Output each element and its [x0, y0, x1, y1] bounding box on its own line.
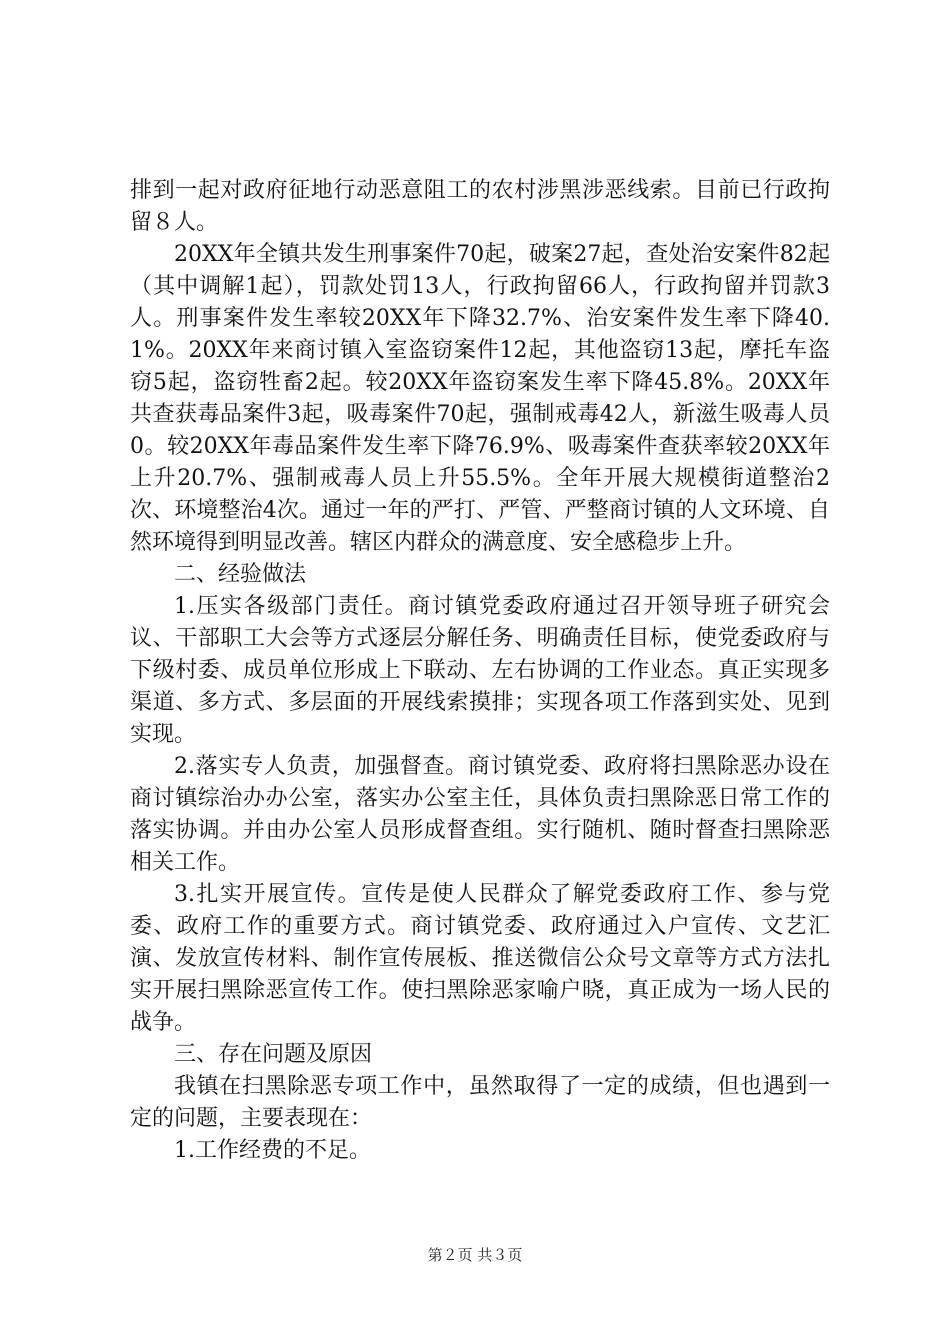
section-heading-problems: 三、存在问题及原因	[174, 1042, 373, 1067]
paragraph-9: 1.工作经费的不足。	[174, 1138, 371, 1163]
section-heading-experience: 二、经验做法	[174, 562, 307, 587]
paragraph-4: 1.压实各级部门责任。商讨镇党委政府通过召开领导班子研究会议、干部职工大会等方式逐层分解任务、明确责任目标，使党委政府与下级村委、成员单位形成上下联动、左右协调的工作业态。真正实现多渠道、多方式、多层面的开展线索摸排；实现各项工作落到实处、见到实现。	[130, 594, 830, 747]
paragraph-5: 2.落实专人负责，加强督查。商讨镇党委、政府将扫黑除恶办设在商讨镇综治办办公室，落实办公室主任，具体负责扫黑除恶日常工作的落实协调。并由办公室人员形成督查组。实行随机、随时督查扫黑除恶相关工作。	[130, 754, 830, 875]
paragraph-1: 排到一起对政府征地行动恶意阻工的农村涉黑涉恶线索。目前已行政拘留８人。	[130, 178, 830, 235]
document-body	[130, 175, 830, 1167]
page-footer: 第２页 共３页	[427, 1246, 523, 1264]
paragraph-2: 20XX年全镇共发生刑事案件70起，破案27起，查处治安案件82起（其中调解1起），罚款处罚13人，行政拘留66人，行政拘留并罚款3人。刑事案件发生率较20XX年下降32.7%、治安案件发生率下降40.1%。20XX年来商讨镇入室盗窃案件12起，其他盗窃13起，摩托车盗窃5起，盗窃牲畜2起。较20XX年盗窃案发生率下降45.8%。20XX年共查获毒品案件3起，吸毒案件70起，强制戒毒42人，新滋生吸毒人员0。较20XX年毒品案件发生率下降76.9%、吸毒案件查获率较20XX年上升20.7%、强制戒毒人员上升55.5%。全年开展大规模街道整治2次、环境整治4次。通过一年的严打、严管、严整商讨镇的人文环境、自然环境得到明显改善。辖区内群众的满意度、安全感稳步上升。	[130, 242, 830, 555]
paragraph-6: 3.扎实开展宣传。宣传是使人民群众了解党委政府工作、参与党委、政府工作的重要方式。商讨镇党委、政府通过入户宣传、文艺汇演、发放宣传材料、制作宣传展板、推送微信公众号文章等方式方法扎实开展扫黑除恶宣传工作。使扫黑除恶家喻户晓，真正成为一场人民的战争。	[130, 882, 830, 1035]
paragraph-8: 我镇在扫黑除恶专项工作中，虽然取得了一定的成绩，但也遇到一定的问题，主要表现在：	[130, 1074, 830, 1131]
